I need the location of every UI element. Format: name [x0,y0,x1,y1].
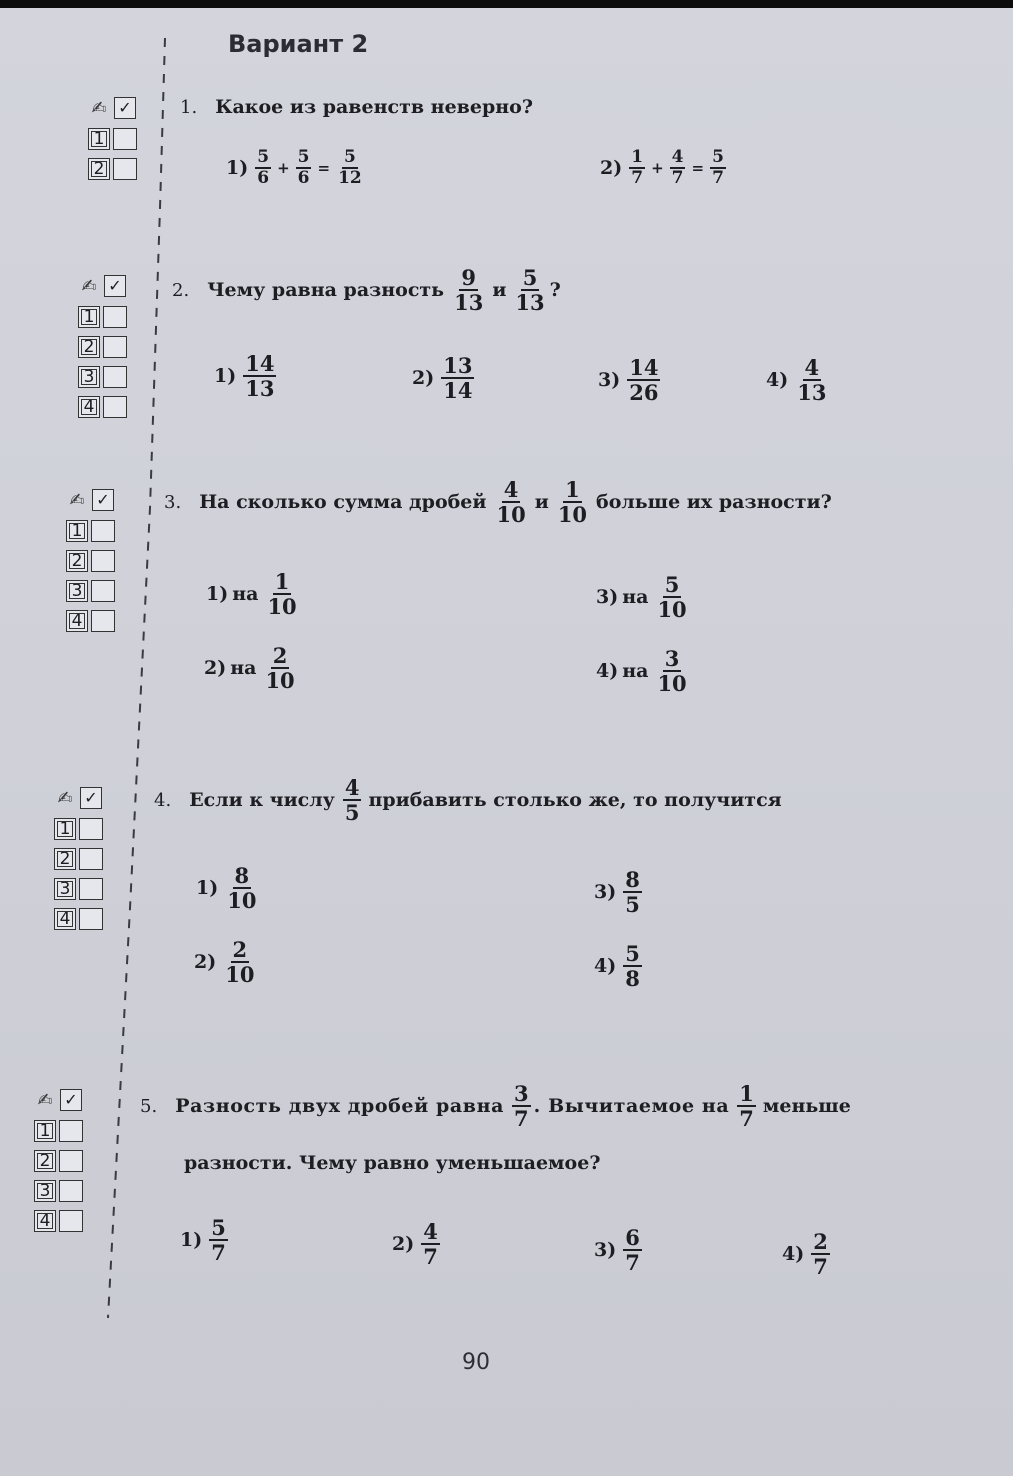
question-3 [164,478,832,526]
fraction: $\frac{2}{10}$ [225,937,255,988]
question-text: Чему равна разность [207,279,445,302]
fraction: $\frac{9}{13}$ [454,265,484,316]
page-title: Вариант 2 [228,30,369,58]
answer-checkbox[interactable] [59,1120,83,1142]
option-q4-3 [594,868,645,916]
answer-marks-q2 [78,274,127,426]
option-q3-1: 1) на $\frac{1}{10}$ [206,569,297,620]
fraction: $\frac{13}{14}$ [443,353,473,404]
answer-marks-q3 [66,488,115,640]
answer-mark-number: 2 [34,1150,56,1172]
answer-mark-number: 3 [54,878,76,900]
pen-icon: ✍ [69,489,85,511]
fraction: $\frac{1}{7}$ [739,1081,754,1132]
page-number: 90 [462,1350,490,1375]
answer-checkbox[interactable] [113,158,137,180]
option-q3-4: 4) на $\frac{3}{10}$ [596,646,687,697]
fraction: $\frac{14}{13}$ [245,351,275,402]
option-q4-1 [196,864,261,912]
answer-mark-number: 2 [78,336,100,358]
answer-checkbox[interactable] [91,550,115,572]
answer-checkbox[interactable] [103,396,127,418]
fraction: $\frac{8}{5}$ [625,867,640,918]
fraction: $\frac{5}{6}$ [257,147,270,188]
fraction: $\frac{5}{6}$ [297,147,310,188]
fraction: $\frac{3}{7}$ [514,1081,529,1132]
question-text: Если к числу [189,789,335,812]
fraction: $\frac{5}{12}$ [338,147,362,188]
option-label: 2) [194,951,217,974]
check-icon: ✓ [104,275,126,297]
answer-mark-number: 3 [66,580,88,602]
check-icon: ✓ [60,1089,82,1111]
option-q2-2 [412,354,477,402]
question-1 [180,96,533,118]
cut-line [0,8,1013,1476]
answer-checkbox[interactable] [79,818,103,840]
answer-mark-number: 2 [88,158,110,180]
question-text: и [534,491,549,514]
question-4 [154,776,782,824]
answer-mark-number: 1 [78,306,100,328]
fraction: $\frac{4}{13}$ [797,355,827,406]
answer-checkbox[interactable] [103,366,127,388]
fraction: $\frac{8}{10}$ [227,863,257,914]
question-number: 2. [172,279,190,301]
option-label: 2) [392,1233,415,1256]
question-text: прибавить столько же, то получится [368,789,782,812]
answer-checkbox[interactable] [79,848,103,870]
option-q1-1: 1) $\frac{5}{6}$ + $\frac{5}{6}$ = $\frac{5}{12}$ [226,147,362,188]
option-label: 3) [594,1239,617,1262]
option-label: 1) [214,365,237,388]
question-text: На сколько сумма дробей [199,491,487,514]
question-text: и [492,279,507,302]
answer-checkbox[interactable] [59,1150,83,1172]
question-number: 1. [180,96,198,118]
answer-checkbox[interactable] [59,1180,83,1202]
answer-checkbox[interactable] [79,878,103,900]
question-5-line2: разности. Чему равно уменьшаемое? [184,1152,601,1174]
answer-mark-number: 2 [54,848,76,870]
fraction: $\frac{6}{7}$ [625,1225,640,1276]
fraction: $\frac{2}{10}$ [265,643,295,694]
pen-icon: ✍ [57,787,73,809]
answer-checkbox[interactable] [79,908,103,930]
pen-icon: ✍ [81,275,97,297]
question-text: Разность двух дробей равна [175,1095,505,1118]
fraction: $\frac{1}{10}$ [557,477,588,528]
option-label: 3) [598,369,621,392]
question-5 [140,1082,851,1130]
option-q4-4 [594,942,645,990]
fraction: $\frac{5}{13}$ [515,265,545,316]
fraction: $\frac{5}{10}$ [657,572,687,623]
fraction: $\frac{1}{10}$ [267,569,297,620]
option-q2-4 [766,356,831,404]
answer-mark-number: 4 [34,1210,56,1232]
fraction: $\frac{5}{8}$ [625,941,640,992]
option-q3-2: 2) на $\frac{2}{10}$ [204,643,295,694]
option-label: 4) [766,369,789,392]
check-icon: ✓ [80,787,102,809]
answer-checkbox[interactable] [91,610,115,632]
option-label: 4) [594,955,617,978]
pen-icon: ✍ [37,1089,53,1111]
answer-mark-number: 3 [78,366,100,388]
option-label: 4) [596,660,619,683]
fraction: $\frac{3}{10}$ [657,646,687,697]
option-q5-4 [782,1230,833,1278]
question-text: ? [549,279,561,302]
fraction: $\frac{4}{5}$ [344,775,360,826]
question-number: 5. [140,1095,158,1117]
answer-marks-q4 [54,786,103,938]
answer-checkbox[interactable] [103,306,127,328]
option-q2-1 [214,352,279,400]
option-q1-2: 2) $\frac{1}{7}$ + $\frac{4}{7}$ = $\frac{5}{7}$ [600,147,724,188]
question-text: . Вычитаемое на [533,1095,730,1118]
option-q5-2 [392,1220,443,1268]
fraction: $\frac{1}{7}$ [631,147,644,188]
answer-mark-number: 1 [34,1120,56,1142]
option-label: 2) [204,657,227,680]
option-label: 1) [180,1229,203,1252]
answer-mark-number: 1 [66,520,88,542]
fraction: $\frac{4}{7}$ [671,147,684,188]
answer-checkbox[interactable] [91,520,115,542]
option-q2-3 [598,356,663,404]
check-icon: ✓ [114,97,136,119]
answer-checkbox[interactable] [91,580,115,602]
option-label: 1) [206,583,229,606]
question-text: больше их разности? [596,491,832,514]
answer-mark-number: 4 [78,396,100,418]
option-q5-3 [594,1226,645,1274]
answer-mark-number: 4 [54,908,76,930]
question-number: 3. [164,491,182,513]
worksheet-page [0,8,1013,1476]
answer-mark-number: 2 [66,550,88,572]
pen-icon: ✍ [91,97,107,119]
option-label: 2) [412,367,435,390]
answer-mark-row [88,128,137,152]
answer-mark-number: 4 [66,610,88,632]
answer-marks-q5 [34,1088,83,1240]
answer-checkbox[interactable] [59,1210,83,1232]
answer-checkbox[interactable] [113,128,137,150]
question-text: Какое из равенств неверно? [215,96,533,118]
question-2 [172,266,561,314]
answer-checkbox[interactable] [103,336,127,358]
answer-mark-row [88,158,137,182]
fraction: $\frac{14}{26}$ [629,355,659,406]
check-icon: ✓ [92,489,114,511]
fraction: $\frac{4}{10}$ [496,477,526,528]
option-label: 4) [782,1243,805,1266]
option-label: 1) [226,156,249,179]
answer-marks-q1 [88,96,137,188]
option-label: 3) [594,881,617,904]
option-q3-3: 3) на $\frac{5}{10}$ [596,572,687,623]
option-label: 3) [596,586,619,609]
answer-mark-number: 1 [88,128,110,150]
fraction: $\frac{2}{7}$ [813,1229,828,1280]
question-number: 4. [154,789,172,811]
option-q5-1 [180,1216,231,1264]
question-text: меньше [762,1095,851,1118]
fraction: $\frac{5}{7}$ [211,1215,226,1266]
fraction: $\frac{4}{7}$ [423,1219,438,1270]
fraction: $\frac{5}{7}$ [712,147,724,188]
option-label: 1) [196,877,219,900]
answer-mark-number: 1 [54,818,76,840]
answer-mark-number: 3 [34,1180,56,1202]
option-label: 2) [600,156,623,179]
option-q4-2 [194,938,259,986]
